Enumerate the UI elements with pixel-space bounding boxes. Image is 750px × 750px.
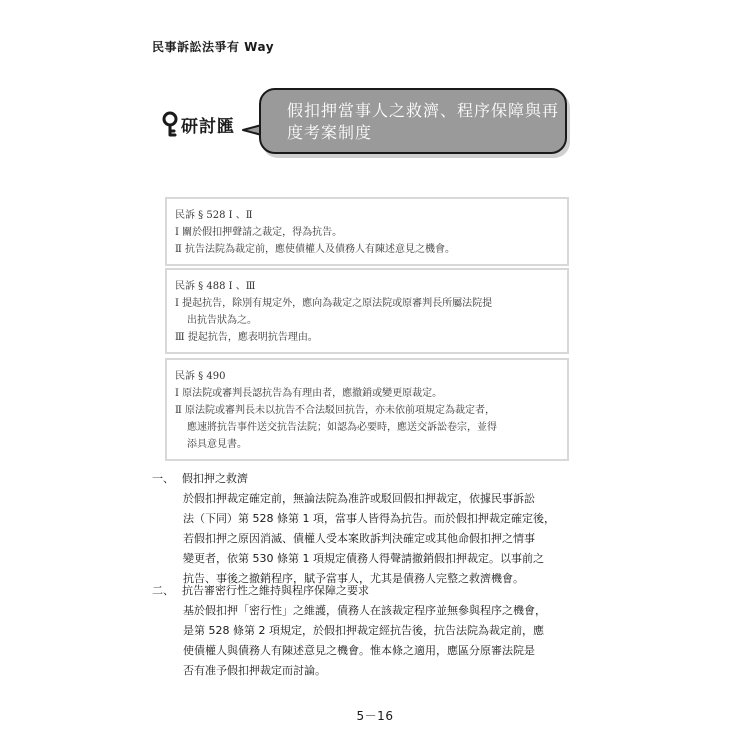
statute-box-488 bbox=[165, 268, 569, 354]
paragraph-line: 基於假扣押「密行性」之維護，債務人在該裁定程序並無參與程序之機會， bbox=[183, 604, 546, 617]
statute-box-528 bbox=[165, 197, 569, 266]
section-tag-label: 研討匯 bbox=[181, 116, 235, 137]
section-paragraph bbox=[183, 489, 572, 589]
statute-citation: 民訴 § 528 Ⅰ 、Ⅱ bbox=[175, 210, 253, 221]
statute-line: Ⅱ 抗告法院為裁定前，應使債權人及債務人有陳述意見之機會。 bbox=[175, 244, 455, 255]
paragraph-line: 是第 528 條第 2 項規定，於假扣押裁定經抗告後，抗告法院為裁定前，應 bbox=[183, 624, 544, 637]
statute-citation: 民訴 § 490 bbox=[175, 371, 226, 382]
section-heading bbox=[152, 581, 572, 601]
section-title: 抗告審密行性之維持與程序保障之要求 bbox=[182, 584, 369, 597]
section-paragraph bbox=[183, 601, 572, 681]
section-title: 假扣押之救濟 bbox=[182, 472, 248, 485]
statute-line: Ⅲ 提起抗告，應表明抗告理由。 bbox=[175, 332, 318, 343]
topic-title-line: 度考案制度 bbox=[287, 123, 373, 142]
topic-title-line: 假扣押當事人之救濟、程序保障與再 bbox=[287, 101, 560, 120]
statute-line: Ⅱ 原法院或審判長未以抗告不合法駁回抗告，亦未依前項規定為裁定者， bbox=[175, 405, 495, 416]
paragraph-line: 使債權人與債務人有陳述意見之機會。惟本條之適用，應區分原審法院是 bbox=[183, 644, 535, 657]
section-number: 二、 bbox=[152, 584, 174, 597]
section-heading bbox=[152, 469, 572, 489]
topic-title bbox=[287, 100, 560, 144]
statute-line: 出抗告狀為之。 bbox=[187, 315, 257, 326]
section-number: 一、 bbox=[152, 472, 174, 485]
section-1 bbox=[152, 469, 572, 589]
paragraph-line: 於假扣押裁定確定前，無論法院為准許或駁回假扣押裁定，依據民事訴訟 bbox=[183, 492, 535, 505]
paragraph-line: 抗告、事後之撤銷程序，賦予當事人，尤其是債務人完整之救濟機會。 bbox=[183, 572, 524, 585]
statute-line: Ⅰ 原法院或審判長認抗告為有理由者，應撤銷或變更原裁定。 bbox=[175, 388, 443, 399]
statute-citation: 民訴 § 488 Ⅰ 、Ⅲ bbox=[175, 281, 256, 292]
paragraph-line: 若假扣押之原因消滅、債權人受本案敗訴判決確定或其他命假扣押之情事 bbox=[183, 532, 535, 545]
topic-title-bubble bbox=[259, 88, 567, 154]
magnifier-icon bbox=[160, 111, 180, 137]
section-2 bbox=[152, 581, 572, 681]
page-number: 5－16 bbox=[356, 709, 394, 723]
statute-line: Ⅰ 關於假扣押聲請之裁定，得為抗告。 bbox=[175, 227, 343, 238]
paragraph-line: 變更者，依第 530 條第 1 項規定債務人得聲請撤銷假扣押裁定。以事前之 bbox=[183, 552, 544, 565]
statute-line: Ⅰ 提起抗告，除別有規定外，應向為裁定之原法院或原審判長所屬法院提 bbox=[175, 298, 493, 309]
statute-box-490 bbox=[165, 358, 569, 461]
paragraph-line: 否有准予假扣押裁定而討論。 bbox=[183, 664, 326, 677]
statute-line: 添具意見書。 bbox=[187, 439, 247, 450]
statute-line: 應速將抗告事件送交抗告法院；如認為必要時，應送交訴訟卷宗，並得 bbox=[187, 422, 497, 433]
section-tag bbox=[160, 111, 235, 137]
paragraph-line: 法（下同）第 528 條第 1 項，當事人皆得為抗告。而於假扣押裁定確定後， bbox=[183, 512, 555, 525]
running-header: 民事訴訟法爭有 Way bbox=[152, 40, 275, 54]
